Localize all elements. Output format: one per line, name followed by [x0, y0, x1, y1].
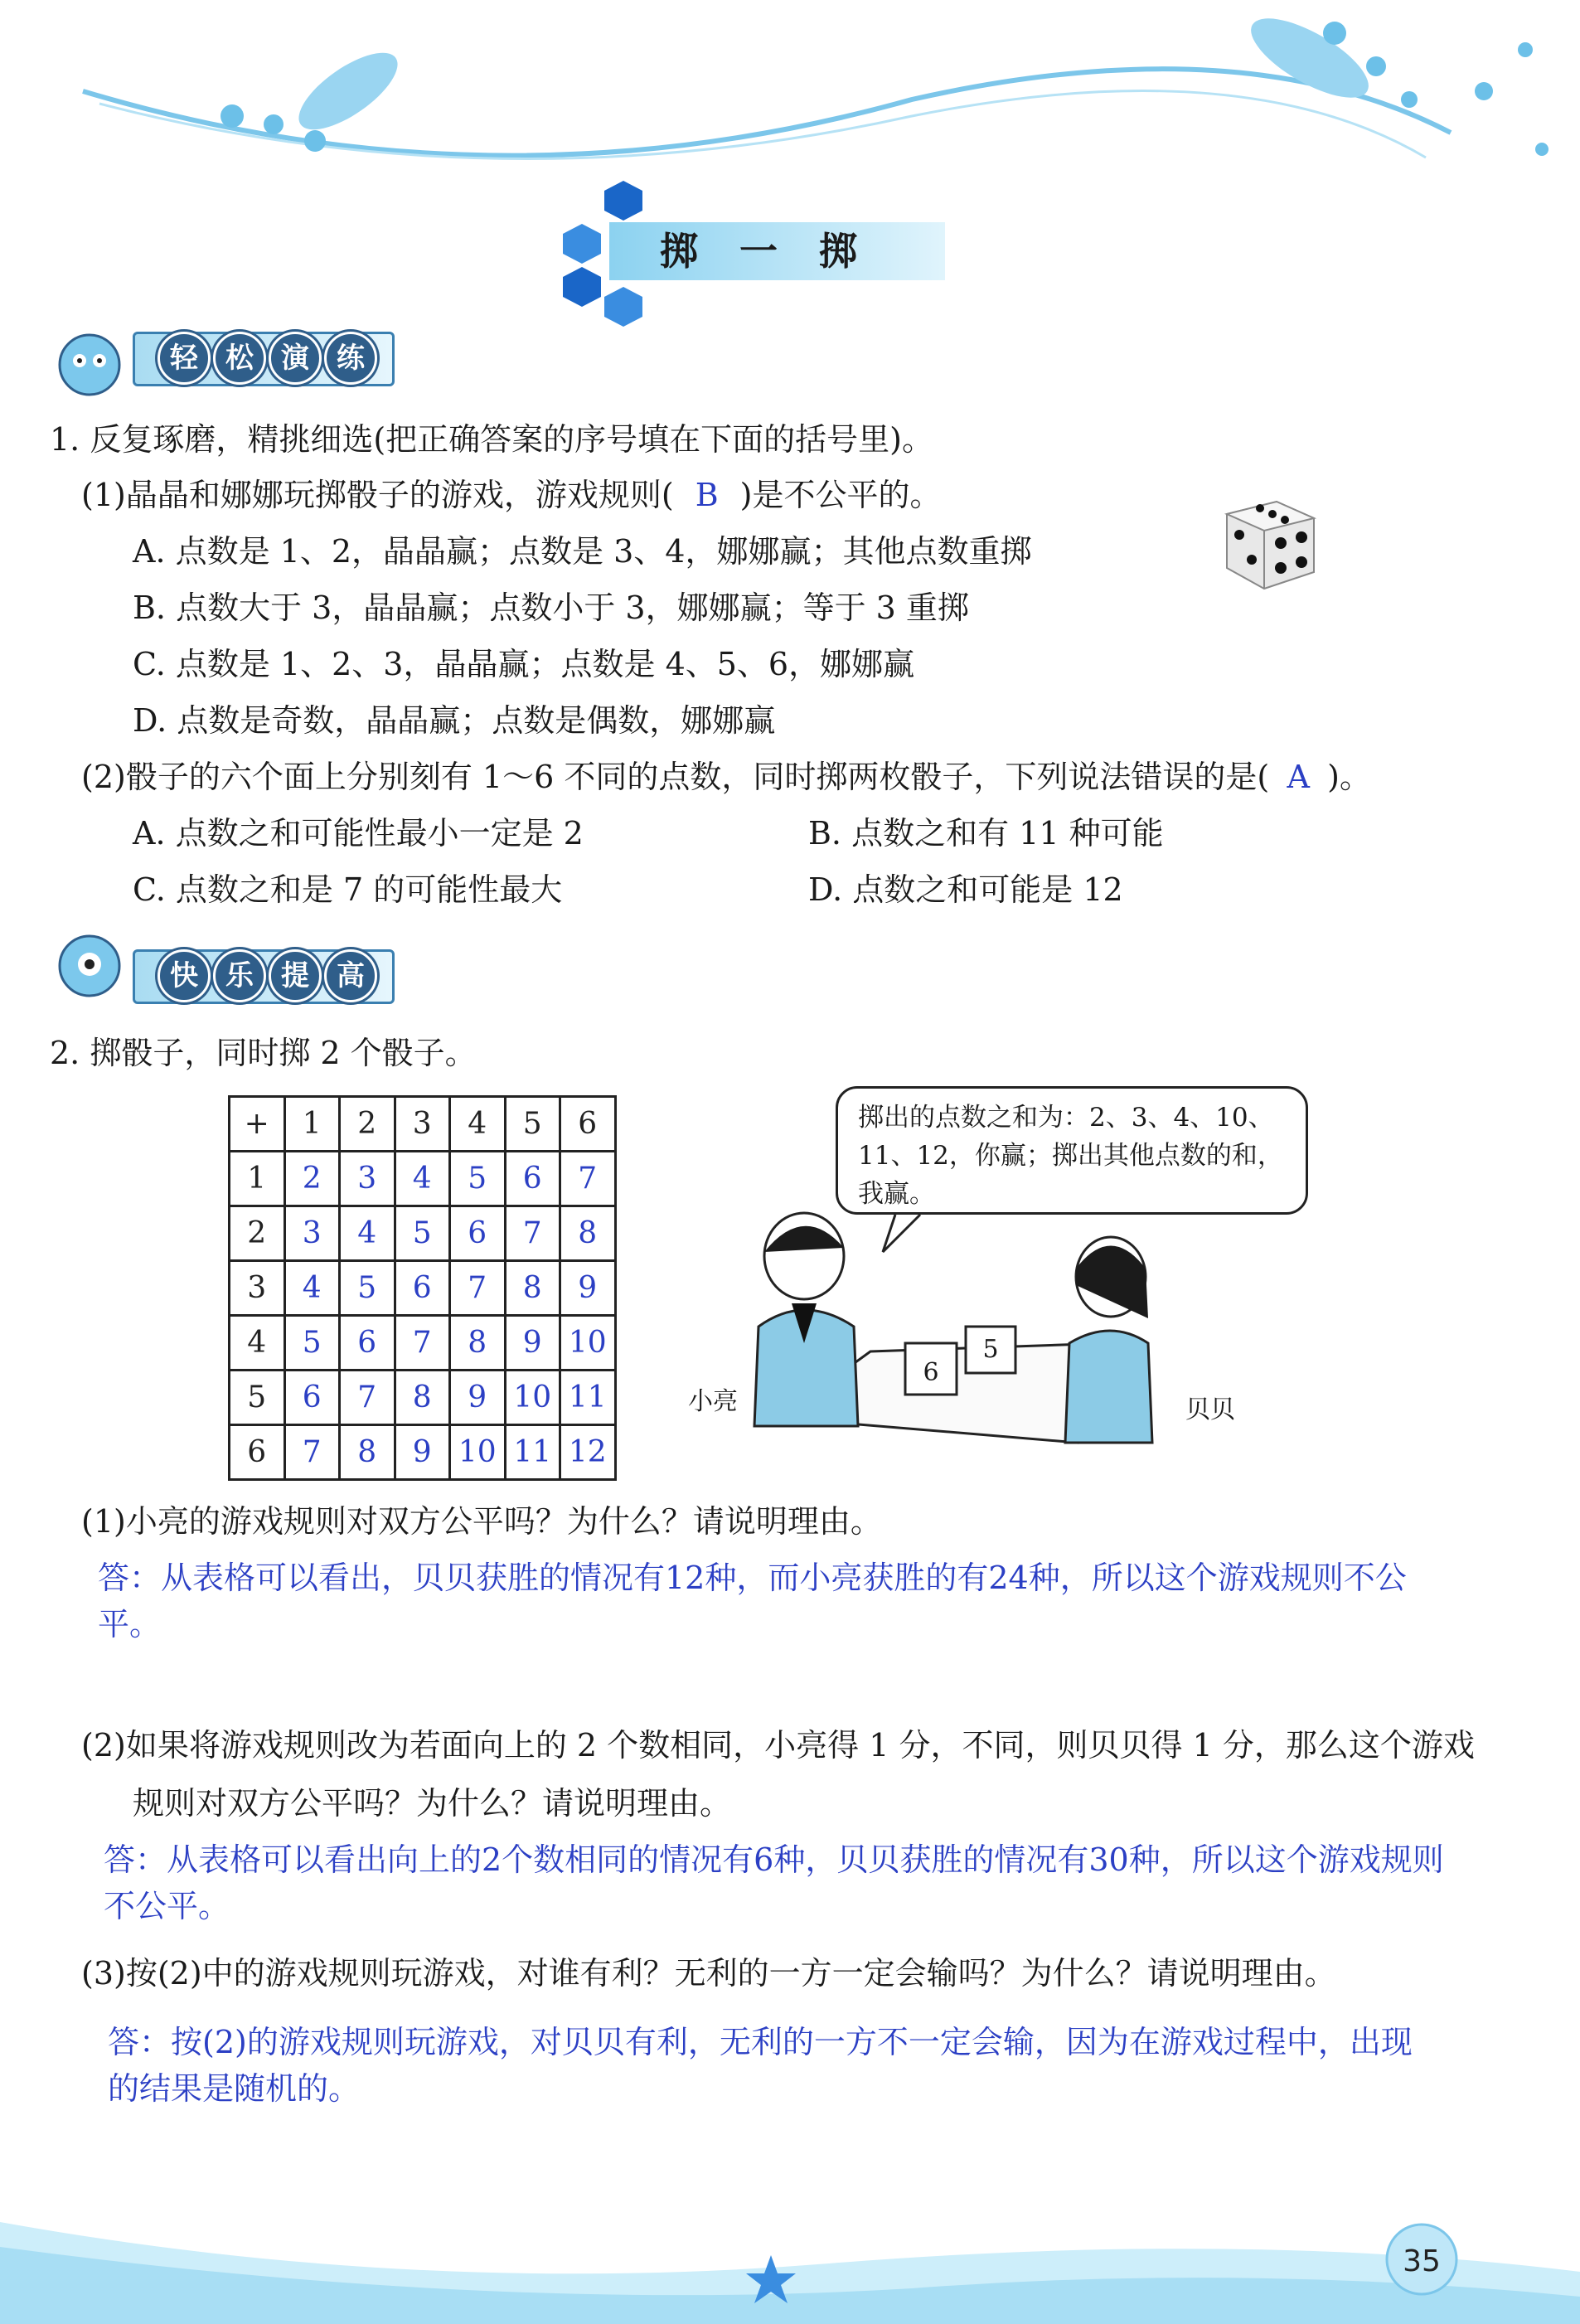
section-practice-badge: 松	[213, 332, 266, 385]
xiaoliang-label: 小亮	[688, 1387, 738, 1416]
table-cell: 7	[560, 1152, 616, 1206]
q2-stem: 2. 掷骰子，同时掷 2 个骰子。	[50, 1035, 477, 1071]
robot-icon	[48, 924, 139, 1007]
kids-illustration	[680, 1211, 1451, 1492]
q1-sub2-question	[81, 756, 1371, 798]
table-cell: 11	[505, 1425, 560, 1480]
table-cell: 8	[395, 1371, 450, 1425]
q1-sub1-option-b: B. 点数大于 3，晶晶赢；点数小于 3，娜娜赢；等于 3 重掷	[133, 589, 969, 626]
speech-bubble: 掷出的点数之和为：2、3、4、10、11、12，你赢；掷出其他点数的和，我赢。	[836, 1086, 1308, 1215]
table-row-label: 3	[230, 1261, 285, 1316]
table-row	[230, 1371, 616, 1425]
section-practice-badge: 轻	[158, 332, 211, 385]
section-improve-badge: 乐	[213, 949, 266, 1002]
table-cell: 8	[450, 1316, 506, 1371]
table-row-label: 1	[230, 1152, 285, 1206]
bottom-decoration	[0, 2172, 1580, 2324]
page-title: 掷一掷	[660, 229, 899, 274]
q2-sub2-answer: 答：从表格可以看出向上的2个数相同的情况有6种，贝贝获胜的情况有30种，所以这个游戏规则不公平。	[104, 1841, 1444, 1924]
table-cell: 9	[450, 1371, 506, 1425]
table-row-label: 2	[230, 1206, 285, 1261]
table-header-cell: 3	[395, 1097, 450, 1152]
section-improve-badge: 快	[158, 949, 211, 1002]
table-cell: 6	[395, 1261, 450, 1316]
table-cell: 11	[560, 1371, 616, 1425]
table-header-cell: 1	[284, 1097, 340, 1152]
table-row-label: 4	[230, 1316, 285, 1371]
top-decoration	[0, 0, 1580, 240]
section-improve-badge: 提	[269, 949, 322, 1002]
table-cell: 6	[505, 1152, 560, 1206]
table-cell: 4	[284, 1261, 340, 1316]
q1-sub2-option-a: A. 点数之和可能性最小一定是 2	[133, 815, 584, 851]
table-header-cell: 5	[505, 1097, 560, 1152]
table-header-cell: 2	[340, 1097, 395, 1152]
table-cell: 9	[505, 1316, 560, 1371]
table-row	[230, 1261, 616, 1316]
q1-sub2-option-b: B. 点数之和有 11 种可能	[808, 815, 1164, 851]
q1-sub2-option-c: C. 点数之和是 7 的可能性最大	[133, 871, 563, 908]
q1-sub1-option-a: A. 点数是 1、2，晶晶赢；点数是 3、4，娜娜赢；其他点数重掷	[133, 533, 1032, 570]
sum-table	[228, 1095, 617, 1481]
table-cell: 5	[395, 1206, 450, 1261]
table-cell: 5	[340, 1261, 395, 1316]
table-cell: 5	[284, 1316, 340, 1371]
q1-sub1-suffix: )是不公平的。	[739, 477, 942, 513]
q1-sub1-option-c: C. 点数是 1、2、3，晶晶赢；点数是 4、5、6，娜娜赢	[133, 646, 915, 682]
table-cell: 3	[284, 1206, 340, 1261]
table-cell: 9	[395, 1425, 450, 1480]
table-row-label: 5	[230, 1371, 285, 1425]
table-cell: 7	[450, 1261, 506, 1316]
q1-sub1-answer: B	[695, 477, 719, 513]
q1-sub2-answer: A	[1287, 759, 1310, 795]
table-cell: 10	[560, 1316, 616, 1371]
table-cell: 3	[340, 1152, 395, 1206]
robot-icon	[48, 327, 139, 402]
table-row	[230, 1425, 616, 1480]
table-cell: 9	[560, 1261, 616, 1316]
dice-image	[1210, 481, 1326, 597]
table-cell: 7	[340, 1371, 395, 1425]
dice-front-label: 6	[923, 1358, 939, 1387]
table-cell: 2	[284, 1152, 340, 1206]
section-practice-badge: 练	[324, 332, 377, 385]
table-cell: 4	[395, 1152, 450, 1206]
q2-sub1-question: (1)小亮的游戏规则对双方公平吗？为什么？请说明理由。	[81, 1503, 882, 1540]
table-cell: 7	[505, 1206, 560, 1261]
q1-sub2-suffix: )。	[1327, 759, 1371, 795]
table-header-row	[230, 1097, 616, 1152]
table-cell: 6	[284, 1371, 340, 1425]
table-cell: 10	[450, 1425, 506, 1480]
table-corner: +	[230, 1097, 285, 1152]
table-row	[230, 1152, 616, 1206]
q2-sub1-answer: 答：从表格可以看出，贝贝获胜的情况有12种，而小亮获胜的有24种，所以这个游戏规则不公平。	[98, 1560, 1407, 1642]
q2-sub2-question-line2: 规则对双方公平吗？为什么？请说明理由。	[133, 1785, 732, 1822]
table-cell: 7	[395, 1316, 450, 1371]
table-row-label: 6	[230, 1425, 285, 1480]
table-cell: 10	[505, 1371, 560, 1425]
q1-sub1-prefix: (1)晶晶和娜娜玩掷骰子的游戏，游戏规则(	[81, 477, 674, 513]
q1-sub1-option-d: D. 点数是奇数，晶晶赢；点数是偶数，娜娜赢	[133, 702, 776, 739]
table-cell: 8	[505, 1261, 560, 1316]
section-improve-badge: 高	[324, 949, 377, 1002]
section-practice-badge: 演	[269, 332, 322, 385]
q2-sub2-question-line1: (2)如果将游戏规则改为若面向上的 2 个数相同，小亮得 1 分，不同，则贝贝得 1 分，那么这个游戏	[81, 1727, 1475, 1764]
q1-sub2-prefix: (2)骰子的六个面上分别刻有 1～6 不同的点数，同时掷两枚骰子，下列说法错误的是(	[81, 759, 1270, 795]
table-row	[230, 1206, 616, 1261]
q1-stem: 1. 反复琢磨，精挑细选(把正确答案的序号填在下面的括号里)。	[50, 421, 933, 458]
beibei-label: 贝贝	[1185, 1395, 1235, 1424]
page-number: 35	[1403, 2244, 1441, 2278]
q2-sub3-answer: 答：按(2)的游戏规则玩游戏，对贝贝有利，无利的一方不一定会输，因为在游戏过程中，出现的结果是随机的。	[108, 2024, 1413, 2107]
table-cell: 8	[560, 1206, 616, 1261]
table-header-cell: 4	[450, 1097, 506, 1152]
table-cell: 7	[284, 1425, 340, 1480]
q2-sub3-question: (3)按(2)中的游戏规则玩游戏，对谁有利？无利的一方一定会输吗？为什么？请说明理由。	[81, 1955, 1336, 1992]
table-cell: 8	[340, 1425, 395, 1480]
dice-back-label: 5	[982, 1335, 999, 1364]
table-cell: 6	[340, 1316, 395, 1371]
table-header-cell: 6	[560, 1097, 616, 1152]
table-cell: 5	[450, 1152, 506, 1206]
table-cell: 6	[450, 1206, 506, 1261]
table-cell: 12	[560, 1425, 616, 1480]
q1-sub2-option-d: D. 点数之和可能是 12	[808, 871, 1123, 908]
table-cell: 4	[340, 1206, 395, 1261]
table-row	[230, 1316, 616, 1371]
q1-sub1-question	[81, 474, 941, 516]
